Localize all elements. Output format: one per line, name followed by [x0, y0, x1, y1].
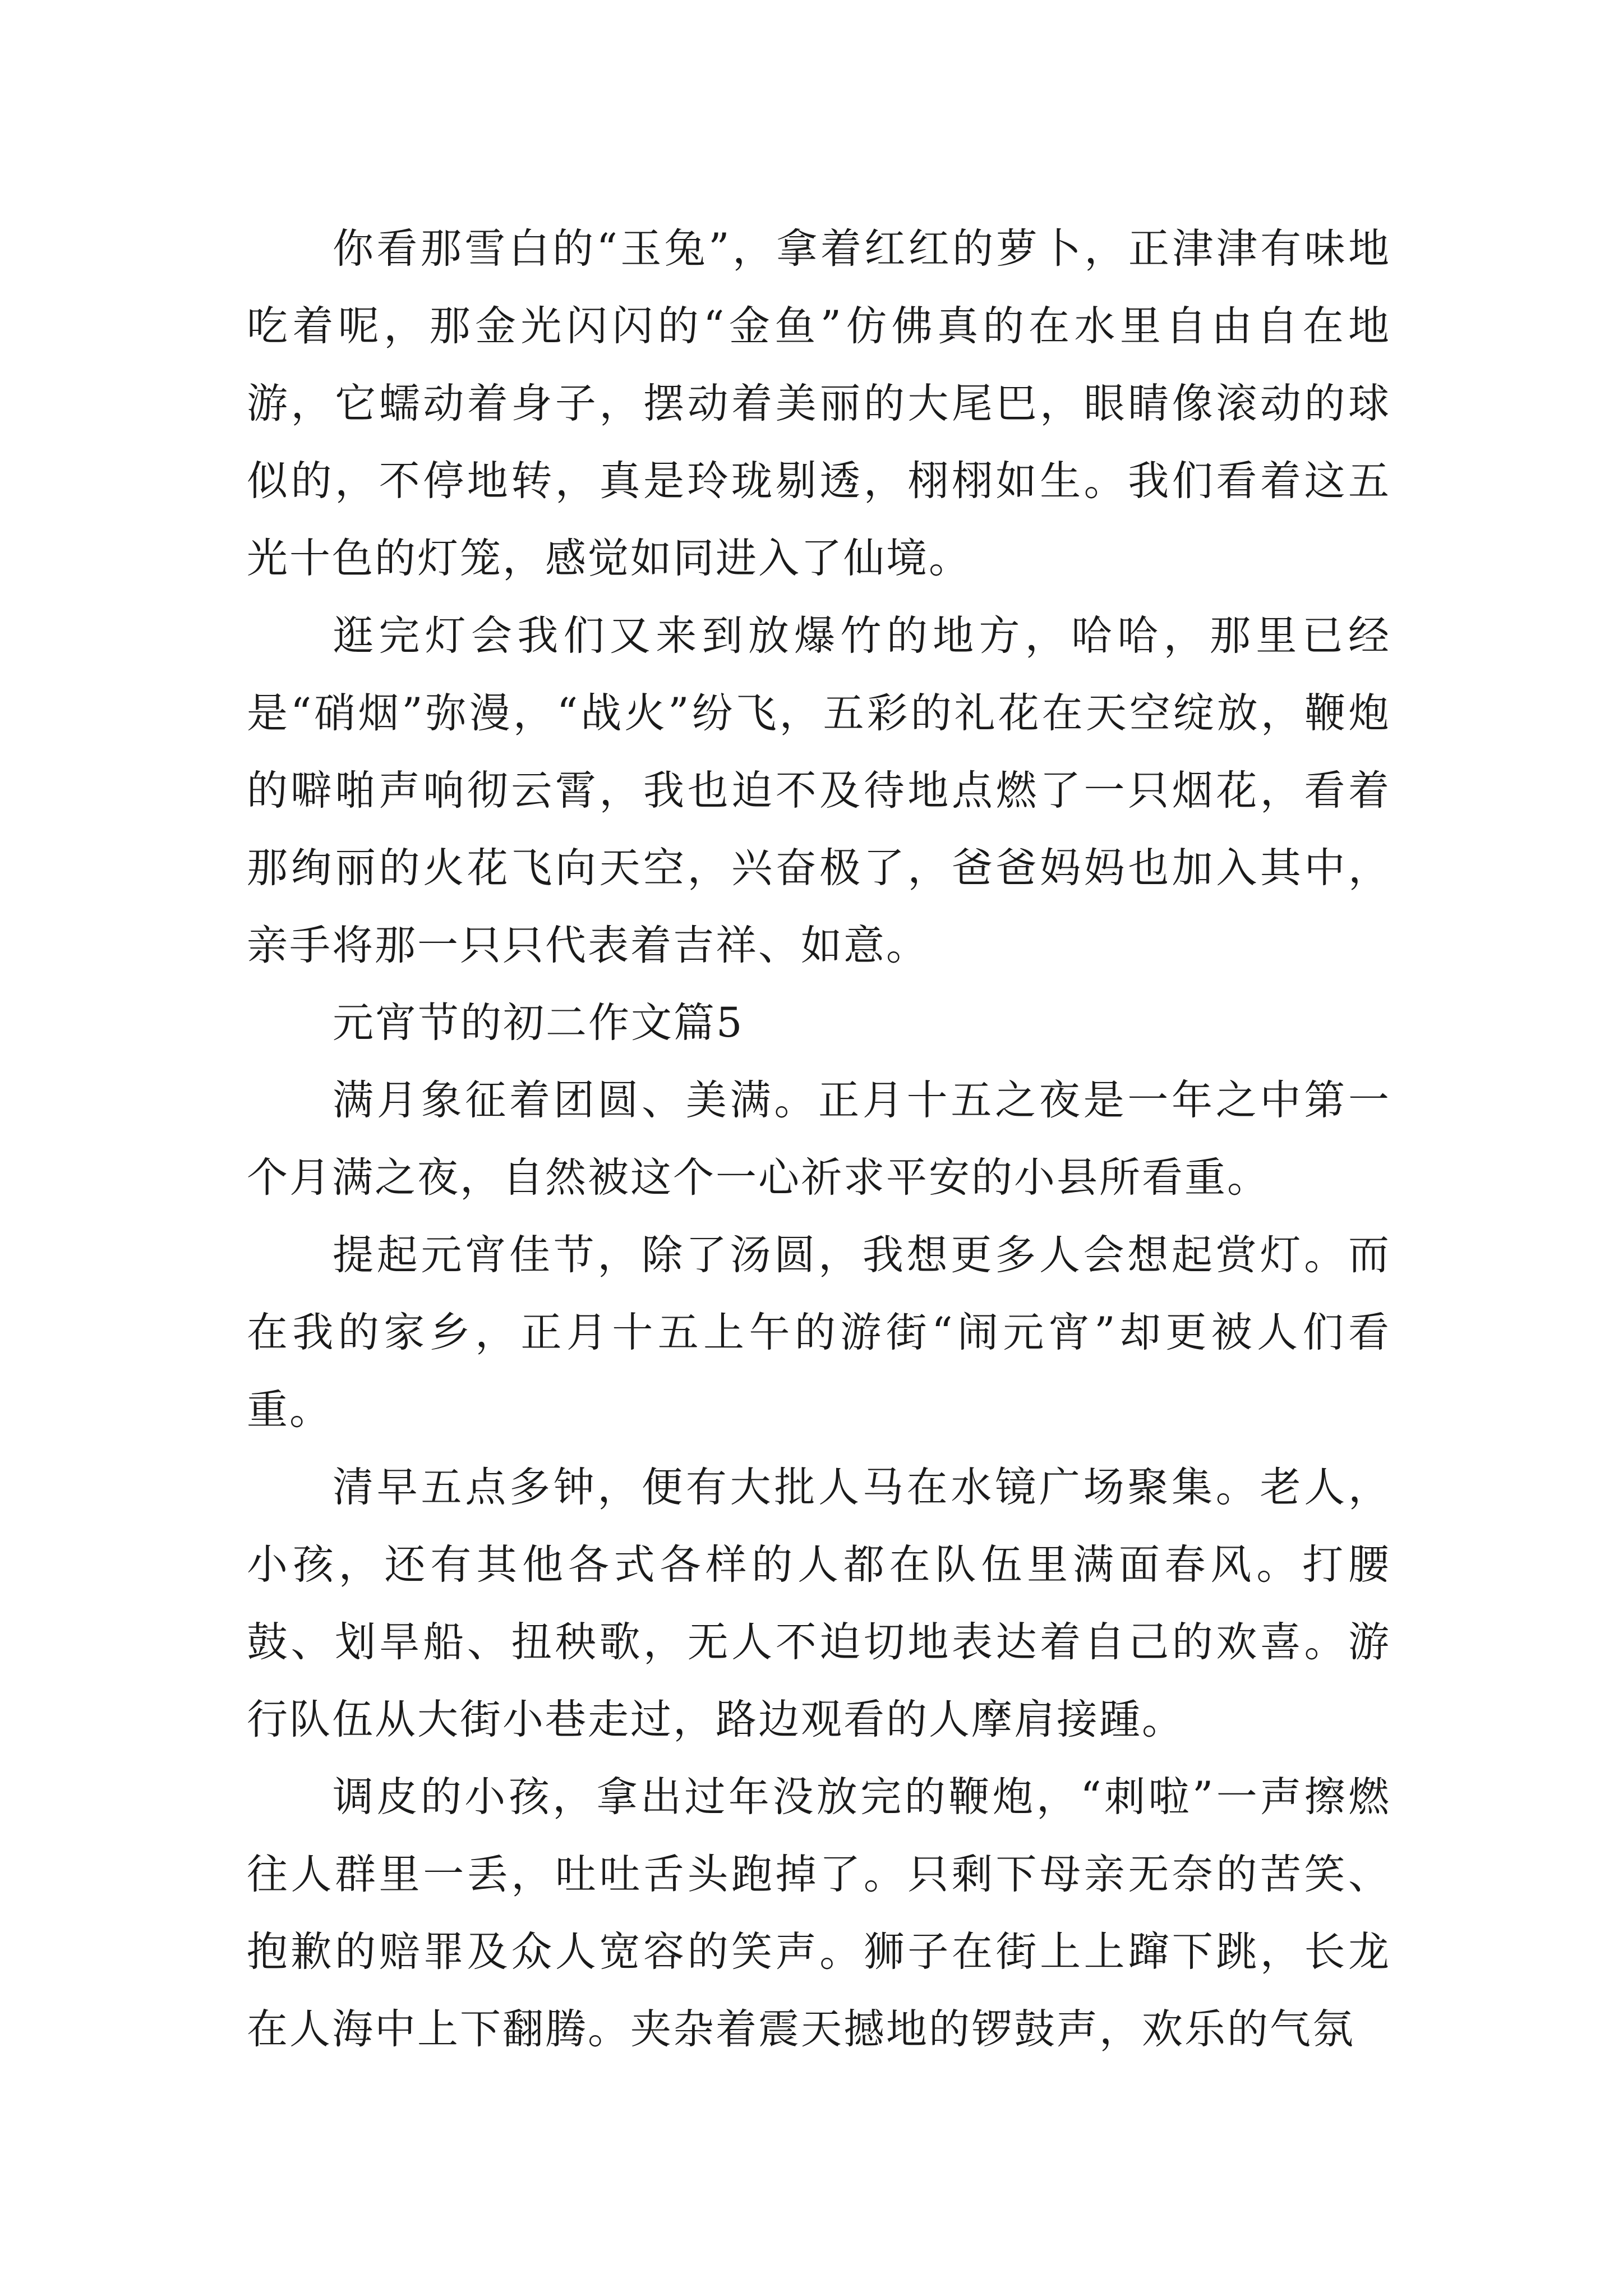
paragraph-firecrackers: 逛完灯会我们又来到放爆竹的地方，哈哈，那里已经是“硝烟”弥漫，“战火”纷飞，五彩的礼花在天空绽放，鞭炮的噼啪声响彻云霄，我也迫不及待地点燃了一只烟花，看着那绚丽的火花飞向天空，兴奋极了，爸爸妈妈也加入其中，亲手将那一只只代表着吉祥、如意。 — [247, 612, 1391, 969]
section-heading: 元宵节的初二作文篇5 — [333, 999, 744, 1047]
paragraph-lantern-festival: 提起元宵佳节，除了汤圆，我想更多人会想起赏灯。而在我的家乡，正月十五上午的游街“闹元宵”却更被人们看重。 — [247, 1231, 1391, 1434]
paragraph-full-moon: 满月象征着团圆、美满。正月十五之夜是一年之中第一个月满之夜，自然被这个一心祈求平安的小县所看重。 — [247, 1076, 1391, 1202]
paragraph-naughty-kids: 调皮的小孩，拿出过年没放完的鞭炮，“刺啦”一声擦燃往人群里一丢，吐吐舌头跑掉了。只剩下母亲无奈的苦笑、抱歉的赔罪及众人宽容的笑声。狮子在街上上蹿下跳，长龙在人海中上下翻腾。夹杂着震天撼地的锣鼓声，欢乐的气氛 — [247, 1773, 1391, 2053]
paragraph-lanterns: 你看那雪白的“玉兔”，拿着红红的萝卜，正津津有味地吃着呢，那金光闪闪的“金鱼”仿佛真的在水里自由自在地游，它蠕动着身子，摆动着美丽的大尾巴，眼睛像滚动的球似的，不停地转，真是玲珑剔透，栩栩如生。我们看着这五光十色的灯笼，感觉如同进入了仙境。 — [247, 225, 1391, 582]
paragraph-parade: 清早五点多钟，便有大批人马在水镜广场聚集。老人，小孩，还有其他各式各样的人都在队伍里满面春风。打腰鼓、划旱船、扭秧歌，无人不迫切地表达着自己的欢喜。游行队伍从大街小巷走过，路边观看的人摩肩接踵。 — [247, 1464, 1391, 1743]
document-body — [247, 210, 1391, 2068]
